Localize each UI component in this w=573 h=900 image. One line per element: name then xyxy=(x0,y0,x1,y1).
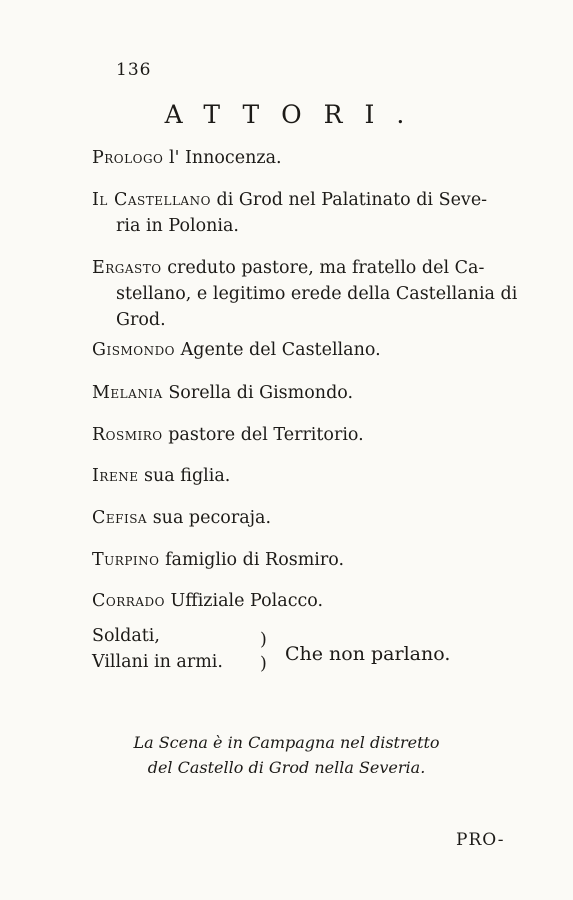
cast-entry xyxy=(92,547,547,573)
character-description: di Grod nel Palatinato di Seve- xyxy=(216,190,488,210)
cast-entry xyxy=(92,187,547,239)
character-description: pastore del Territorio. xyxy=(168,425,364,445)
catchword: PRO- xyxy=(456,830,505,850)
cast-entry xyxy=(92,422,547,448)
character-description: famiglio di Rosmiro. xyxy=(165,550,345,570)
character-description: l' Innocenza. xyxy=(168,148,282,168)
character-description: Uffiziale Polacco. xyxy=(170,591,324,611)
soldiers-label: Soldati, xyxy=(92,626,160,646)
character-description-continued: ria in Polonia. xyxy=(116,216,239,236)
character-description: sua pecoraja. xyxy=(152,508,272,528)
non-speaking-group xyxy=(92,623,512,683)
cast-entry xyxy=(92,380,547,406)
character-description-continued: stellano, e legitimo erede della Castellania di Grod. xyxy=(116,284,518,330)
cast-entry xyxy=(92,337,547,363)
character-name: Prologo xyxy=(92,148,164,168)
cast-entry xyxy=(92,588,547,614)
villagers-label: Villani in armi. xyxy=(92,652,223,672)
character-name: Melania xyxy=(92,383,163,403)
cast-entry xyxy=(92,255,547,333)
character-name: Turpino xyxy=(92,550,160,570)
character-name: Il Castellano xyxy=(92,190,211,210)
character-description: Agente del Castellano. xyxy=(180,340,381,360)
scene-setting xyxy=(0,730,573,780)
character-name: Irene xyxy=(92,466,139,486)
character-name: Gismondo xyxy=(92,340,176,360)
scene-line: La Scena è in Campagna nel distretto xyxy=(133,733,440,752)
character-name: Rosmiro xyxy=(92,425,163,445)
character-description: Sorella di Gismondo. xyxy=(168,383,354,403)
character-name: Ergasto xyxy=(92,258,162,278)
character-description: creduto pastore, ma fratello del Ca- xyxy=(167,258,485,278)
character-name: Cefisa xyxy=(92,508,148,528)
character-description: sua figlia. xyxy=(144,466,231,486)
cast-entry xyxy=(92,505,547,531)
cast-entry xyxy=(92,463,547,489)
cast-entry xyxy=(92,145,547,171)
page-number: 136 xyxy=(116,60,152,80)
scene-line: del Castello di Grod nella Severia. xyxy=(147,758,426,777)
page-heading: ATTORI. xyxy=(164,100,427,129)
closing-paren: ) xyxy=(260,654,267,674)
character-name: Corrado xyxy=(92,591,165,611)
non-speaking-note: Che non parlano. xyxy=(285,643,451,665)
closing-paren: ) xyxy=(260,630,267,650)
